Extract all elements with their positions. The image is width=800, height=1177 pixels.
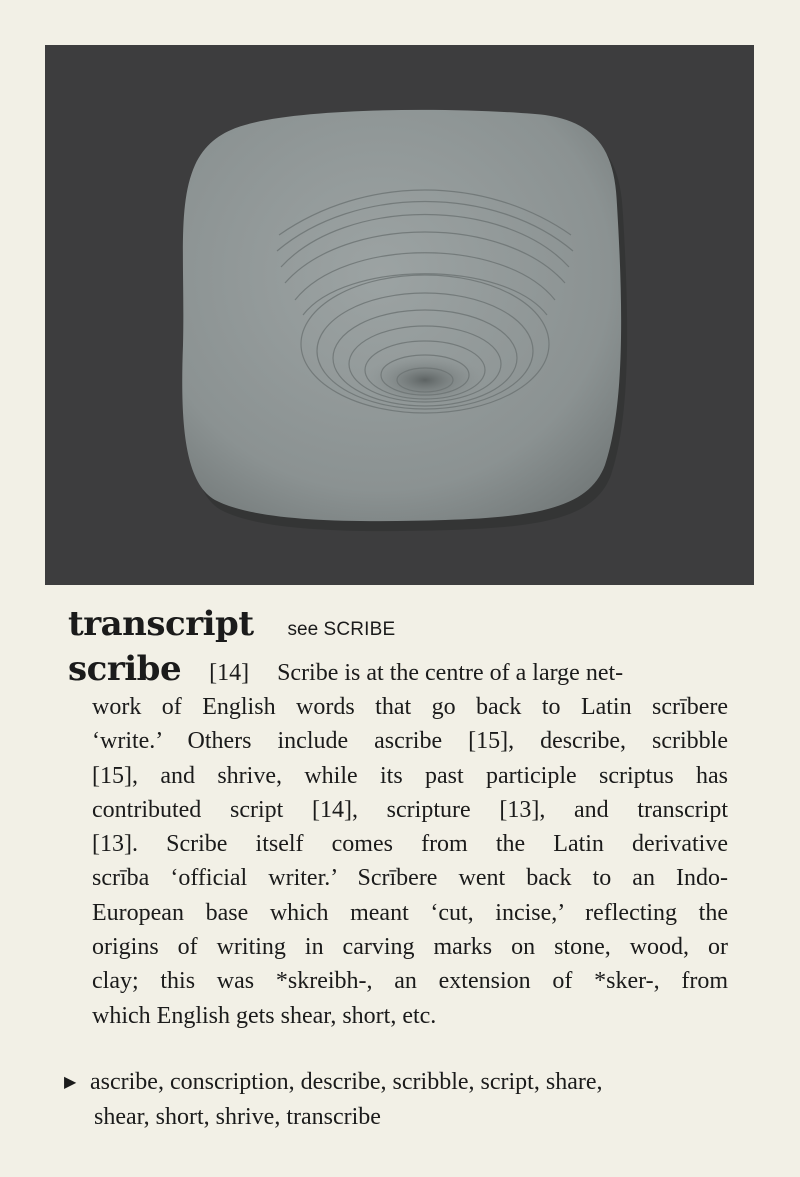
- entry-scribe: [68, 649, 728, 1033]
- body-line-6: scrība ‘official writer.’ Scrībere went back to an Indo-: [92, 865, 728, 892]
- crossref-line-1: ascribe, conscription, describe, scribble, script, share,: [90, 1069, 603, 1095]
- body-line-1: work of English words that go back to Latin scrībere: [92, 694, 728, 720]
- scribe-body: [68, 690, 728, 1033]
- body-line-3: [15], and shrive, while its past participle scriptus has: [92, 762, 728, 789]
- see-word: see: [287, 619, 319, 640]
- body-line-5: [13]. Scribe itself comes from the Latin derivative: [92, 831, 728, 858]
- stone-photo: [45, 45, 754, 585]
- pointer-triangle-icon: ▶: [64, 1074, 77, 1091]
- crossref-list: [64, 1065, 724, 1134]
- carved-stone-illustration: [45, 45, 754, 585]
- scribe-head-line: [68, 649, 728, 690]
- see-reference: [288, 619, 396, 640]
- body-line-9: clay; this was *skreibh-, an extension of *sker-, from: [92, 968, 728, 995]
- scribe-date: [14]: [209, 660, 250, 686]
- body-line-8: origins of writing in carving marks on stone, wood, or: [92, 934, 728, 961]
- body-line-0: Scribe is at the centre of a large net-: [277, 660, 624, 686]
- body-line-2: ‘write.’ Others include ascribe [15], describe, scribble: [92, 728, 728, 755]
- crossref-line-2: shear, short, shrive, transcribe: [94, 1104, 381, 1130]
- body-line-7: European base which meant ‘cut, incise,’ reflecting the: [92, 899, 728, 926]
- body-line-4: contributed script [14], scripture [13], and transcript: [92, 796, 728, 823]
- entry-transcript: [68, 604, 728, 644]
- see-target: SCRIBE: [323, 619, 396, 640]
- body-line-10: which English gets shear, short, etc.: [92, 1002, 437, 1029]
- headword-transcript: transcript: [68, 604, 254, 644]
- headword-scribe: scribe: [68, 649, 182, 689]
